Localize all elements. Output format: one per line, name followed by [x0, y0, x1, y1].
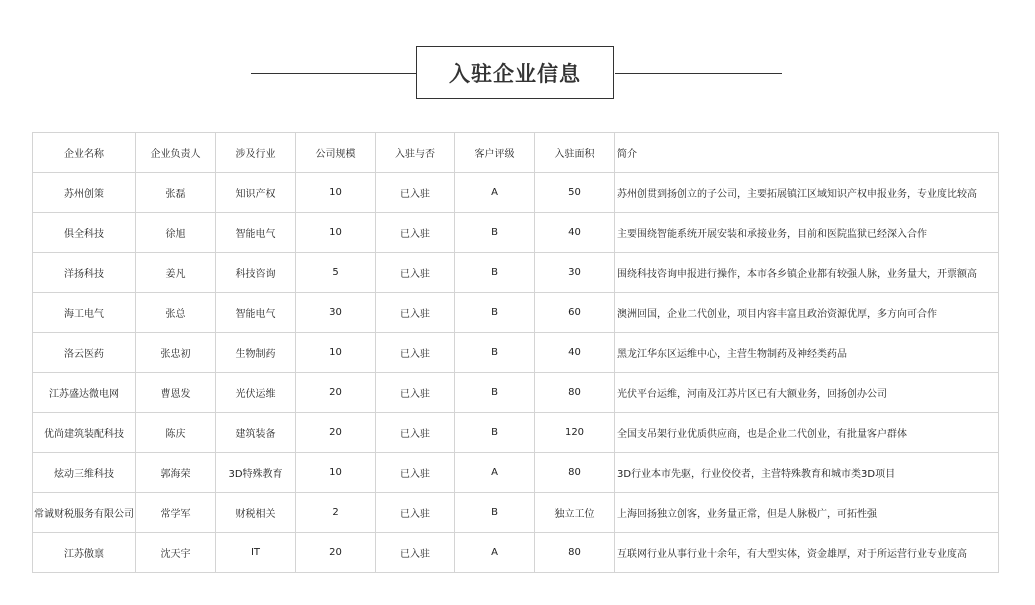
cell-customer-rating: A — [455, 533, 535, 573]
company-info-table — [32, 132, 999, 573]
cell-customer-rating: A — [455, 453, 535, 493]
cell-settled-status: 已入驻 — [376, 493, 455, 533]
header-person-in-charge: 企业负责人 — [136, 133, 216, 173]
table-row — [33, 453, 999, 493]
cell-industry: 财税相关 — [216, 493, 296, 533]
cell-settled-area: 50 — [535, 173, 615, 213]
cell-company-size: 20 — [296, 533, 376, 573]
cell-company-name: 炫动三维科技 — [33, 453, 136, 493]
cell-customer-rating: B — [455, 253, 535, 293]
header-company-name: 企业名称 — [33, 133, 136, 173]
table-header-row — [33, 133, 999, 173]
cell-company-name: 优尚建筑装配科技 — [33, 413, 136, 453]
cell-person-in-charge: 曹恩发 — [136, 373, 216, 413]
cell-customer-rating: B — [455, 493, 535, 533]
cell-settled-area: 40 — [535, 333, 615, 373]
cell-settled-area: 60 — [535, 293, 615, 333]
cell-company-size: 10 — [296, 173, 376, 213]
cell-settled-area: 80 — [535, 533, 615, 573]
cell-industry: 科技咨询 — [216, 253, 296, 293]
cell-person-in-charge: 郭海荣 — [136, 453, 216, 493]
cell-company-name: 海工电气 — [33, 293, 136, 333]
cell-industry: IT — [216, 533, 296, 573]
cell-settled-area: 独立工位 — [535, 493, 615, 533]
cell-introduction: 全国支吊架行业优质供应商，也是企业二代创业，有批量客户群体 — [615, 413, 999, 453]
cell-customer-rating: B — [455, 373, 535, 413]
cell-company-size: 2 — [296, 493, 376, 533]
cell-person-in-charge: 张忠初 — [136, 333, 216, 373]
cell-introduction: 互联网行业从事行业十余年，有大型实体，资金雄厚，对于所运营行业专业度高 — [615, 533, 999, 573]
cell-company-size: 20 — [296, 413, 376, 453]
cell-company-size: 10 — [296, 453, 376, 493]
cell-company-size: 10 — [296, 333, 376, 373]
header-customer-rating: 客户评级 — [455, 133, 535, 173]
cell-settled-status: 已入驻 — [376, 453, 455, 493]
header-company-size: 公司规模 — [296, 133, 376, 173]
cell-settled-status: 已入驻 — [376, 533, 455, 573]
cell-person-in-charge: 徐旭 — [136, 213, 216, 253]
cell-customer-rating: B — [455, 293, 535, 333]
cell-settled-status: 已入驻 — [376, 333, 455, 373]
cell-industry: 建筑装备 — [216, 413, 296, 453]
cell-company-name: 俱全科技 — [33, 213, 136, 253]
cell-company-name: 苏州创策 — [33, 173, 136, 213]
table-row — [33, 413, 999, 453]
cell-person-in-charge: 张总 — [136, 293, 216, 333]
cell-introduction: 3D行业本市先驱，行业佼佼者，主营特殊教育和城市类3D项目 — [615, 453, 999, 493]
cell-company-name: 常诚财税服务有限公司 — [33, 493, 136, 533]
table-row — [33, 293, 999, 333]
cell-person-in-charge: 常学军 — [136, 493, 216, 533]
cell-company-name: 洋扬科技 — [33, 253, 136, 293]
cell-introduction: 苏州创贯到扬创立的子公司，主要拓展镇江区域知识产权申报业务，专业度比较高 — [615, 173, 999, 213]
cell-company-name: 江苏傲禀 — [33, 533, 136, 573]
cell-industry: 智能电气 — [216, 293, 296, 333]
cell-person-in-charge: 姜凡 — [136, 253, 216, 293]
table-row — [33, 493, 999, 533]
title-divider-left — [251, 73, 417, 74]
cell-company-size: 5 — [296, 253, 376, 293]
table-row — [33, 333, 999, 373]
cell-customer-rating: B — [455, 213, 535, 253]
cell-industry: 生物制药 — [216, 333, 296, 373]
title-divider-right — [615, 73, 782, 74]
cell-settled-area: 40 — [535, 213, 615, 253]
cell-company-size: 30 — [296, 293, 376, 333]
cell-customer-rating: A — [455, 173, 535, 213]
cell-settled-area: 30 — [535, 253, 615, 293]
cell-introduction: 上海回扬独立创客，业务量正常，但是人脉极广，可拓性强 — [615, 493, 999, 533]
cell-person-in-charge: 陈庆 — [136, 413, 216, 453]
header-introduction: 简介 — [615, 133, 999, 173]
page-title: 入驻企业信息 — [416, 46, 614, 99]
cell-settled-status: 已入驻 — [376, 213, 455, 253]
cell-person-in-charge: 张磊 — [136, 173, 216, 213]
cell-industry: 知识产权 — [216, 173, 296, 213]
header-settled-status: 入驻与否 — [376, 133, 455, 173]
cell-company-name: 江苏盛达微电网 — [33, 373, 136, 413]
cell-industry: 智能电气 — [216, 213, 296, 253]
table-row — [33, 213, 999, 253]
header-settled-area: 入驻面积 — [535, 133, 615, 173]
cell-introduction: 主要围绕智能系统开展安装和承接业务，目前和医院监狱已经深入合作 — [615, 213, 999, 253]
table-row — [33, 373, 999, 413]
cell-introduction: 光伏平台运维，河南及江苏片区已有大额业务，回扬创办公司 — [615, 373, 999, 413]
cell-settled-status: 已入驻 — [376, 253, 455, 293]
cell-company-name: 洛云医药 — [33, 333, 136, 373]
table-row — [33, 533, 999, 573]
table-row — [33, 253, 999, 293]
cell-company-size: 20 — [296, 373, 376, 413]
cell-company-size: 10 — [296, 213, 376, 253]
cell-customer-rating: B — [455, 413, 535, 453]
cell-customer-rating: B — [455, 333, 535, 373]
cell-settled-status: 已入驻 — [376, 173, 455, 213]
cell-settled-status: 已入驻 — [376, 413, 455, 453]
title-area — [0, 0, 1035, 130]
table-row — [33, 173, 999, 213]
cell-settled-area: 120 — [535, 413, 615, 453]
cell-person-in-charge: 沈天宇 — [136, 533, 216, 573]
cell-introduction: 围绕科技咨询申报进行操作，本市各乡镇企业都有较强人脉，业务量大，开票额高 — [615, 253, 999, 293]
cell-settled-area: 80 — [535, 373, 615, 413]
cell-industry: 光伏运维 — [216, 373, 296, 413]
cell-settled-area: 80 — [535, 453, 615, 493]
header-industry: 涉及行业 — [216, 133, 296, 173]
cell-introduction: 黑龙江华东区运维中心，主营生物制药及神经类药品 — [615, 333, 999, 373]
cell-industry: 3D特殊教育 — [216, 453, 296, 493]
cell-settled-status: 已入驻 — [376, 373, 455, 413]
cell-settled-status: 已入驻 — [376, 293, 455, 333]
cell-introduction: 澳洲回国，企业二代创业，项目内容丰富且政治资源优厚，多方向可合作 — [615, 293, 999, 333]
